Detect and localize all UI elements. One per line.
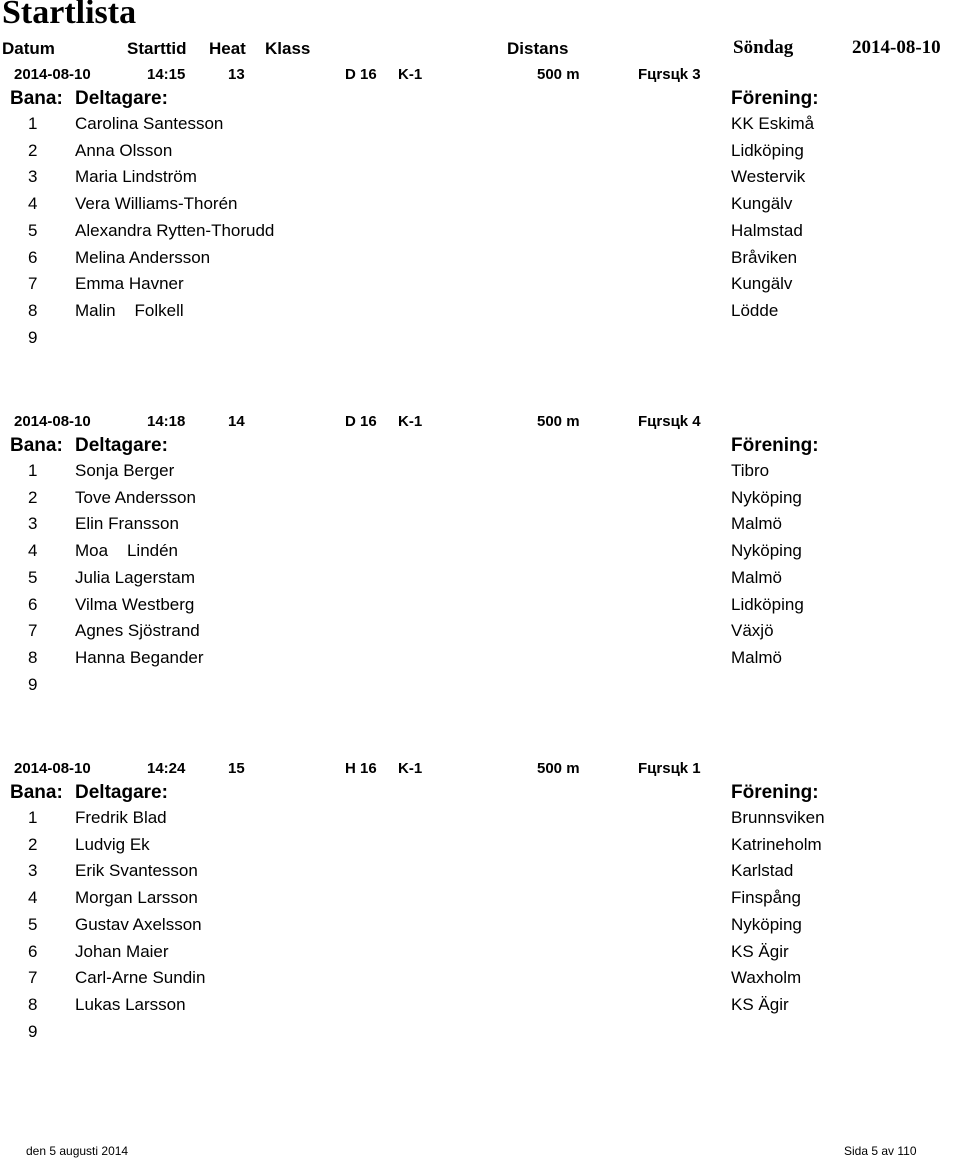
lane-number: 9 [28, 1021, 38, 1041]
race-heat-label: Fцrsцk 1 [638, 760, 701, 777]
club-name: Tibro [731, 461, 770, 480]
club-name: Brunnsviken [731, 808, 825, 827]
header-klass: Klass [265, 39, 311, 58]
club-name: Malmö [731, 647, 783, 667]
participant-name: Maria Lindström [75, 167, 197, 187]
club-name: Malmö [731, 514, 783, 534]
header-distans: Distans [507, 39, 569, 58]
club-name: Växjö [731, 621, 774, 641]
club-name: Nyköping [731, 487, 802, 507]
participant-name: Vera Williams-Thorén [75, 194, 238, 214]
club-name: Nyköping [731, 914, 802, 934]
lane-number: 9 [28, 674, 38, 694]
club-name: KS Ägir [731, 994, 789, 1014]
race-start-time: 14:15 [147, 66, 186, 83]
footer-date: den 5 augusti 2014 [26, 1144, 129, 1158]
lane-number: 2 [28, 140, 38, 160]
race-heat-label: Fцrsцk 4 [638, 413, 701, 430]
participant-name: Fredrik Blad [75, 808, 167, 827]
lane-number: 8 [28, 300, 38, 320]
participant-name: Sonja Berger [75, 461, 175, 480]
participant-name: Gustav Axelsson [75, 914, 202, 934]
club-name: Waxholm [731, 968, 802, 988]
race-date: 2014-08-10 [14, 760, 91, 777]
club-name: Katrineholm [731, 834, 822, 854]
race-heat-label: Fцrsцk 3 [638, 66, 701, 83]
participant-name: Lukas Larsson [75, 994, 186, 1014]
club-name: Lödde [731, 300, 779, 320]
lane-number: 6 [28, 247, 38, 267]
lane-number: 4 [28, 194, 38, 214]
lane-number: 1 [28, 114, 38, 133]
lane-number: 3 [28, 514, 38, 534]
race-heat-number: 15 [228, 760, 245, 777]
participant-name: Erik Svantesson [75, 861, 198, 881]
club-name: Lidköping [731, 594, 804, 614]
participant-name: Carl-Arne Sundin [75, 968, 206, 988]
race-boat-type: K-1 [398, 760, 423, 777]
race-boat-type: K-1 [398, 66, 423, 83]
participant-name: Vilma Westberg [75, 594, 195, 614]
participant-name: Melina Andersson [75, 247, 211, 267]
lane-number: 2 [28, 487, 38, 507]
race-distance: 500 m [537, 760, 580, 777]
race-start-time: 14:18 [147, 413, 186, 430]
participant-name: Moa Lindén [75, 541, 179, 561]
club-name: Malmö [731, 567, 783, 587]
race-class: D 16 [345, 413, 377, 430]
header-heat: Heat [209, 39, 246, 58]
lane-number: 5 [28, 914, 38, 934]
deltagare-header: Deltagare: [75, 782, 168, 803]
lane-number: 5 [28, 567, 38, 587]
club-name: Kungälv [731, 274, 793, 294]
bana-header: Bana: [10, 88, 63, 109]
participant-name: Johan Maier [75, 941, 169, 961]
lane-number: 4 [28, 541, 38, 561]
forening-header: Förening: [731, 88, 819, 109]
race-date: 2014-08-10 [14, 413, 91, 430]
lane-number: 7 [28, 968, 38, 988]
lane-number: 2 [28, 834, 38, 854]
participant-name: Elin Fransson [75, 514, 179, 534]
lane-number: 6 [28, 594, 38, 614]
club-name: Lidköping [731, 140, 804, 160]
club-name: KK Eskimå [731, 114, 815, 133]
deltagare-header: Deltagare: [75, 435, 168, 456]
race-heat-number: 13 [228, 66, 245, 83]
race-start-time: 14:24 [147, 760, 186, 777]
participant-name: Hanna Begander [75, 647, 204, 667]
participant-name: Ludvig Ek [75, 834, 150, 854]
participant-name: Alexandra Rytten-Thorudd [75, 220, 275, 240]
header-day: Söndag [733, 37, 794, 58]
race-distance: 500 m [537, 66, 580, 83]
race-class: D 16 [345, 66, 377, 83]
participant-name: Carolina Santesson [75, 114, 224, 133]
participant-name: Tove Andersson [75, 487, 196, 507]
race-date: 2014-08-10 [14, 66, 91, 83]
club-name: Karlstad [731, 861, 794, 881]
lane-number: 6 [28, 941, 38, 961]
footer-page-number: Sida 5 av 110 [844, 1144, 917, 1158]
club-name: Finspång [731, 888, 801, 908]
race-distance: 500 m [537, 413, 580, 430]
club-name: KS Ägir [731, 941, 789, 961]
lane-number: 3 [28, 861, 38, 881]
club-name: Westervik [731, 167, 806, 187]
race-boat-type: K-1 [398, 413, 423, 430]
forening-header: Förening: [731, 782, 819, 803]
header-starttid: Starttid [127, 39, 187, 58]
participant-name: Agnes Sjöstrand [75, 621, 200, 641]
lane-number: 5 [28, 220, 38, 240]
race-class: H 16 [345, 760, 377, 777]
lane-number: 1 [28, 461, 38, 480]
participant-name: Julia Lagerstam [75, 567, 196, 587]
participant-name: Anna Olsson [75, 140, 173, 160]
forening-header: Förening: [731, 435, 819, 456]
participant-name: Emma Havner [75, 274, 184, 294]
participant-name: Morgan Larsson [75, 888, 198, 908]
lane-number: 7 [28, 621, 38, 641]
club-name: Nyköping [731, 541, 802, 561]
lane-number: 3 [28, 167, 38, 187]
club-name: Kungälv [731, 194, 793, 214]
lane-number: 8 [28, 647, 38, 667]
club-name: Bråviken [731, 247, 798, 267]
club-name: Halmstad [731, 220, 803, 240]
bana-header: Bana: [10, 435, 63, 456]
bana-header: Bana: [10, 782, 63, 803]
lane-number: 9 [28, 327, 38, 347]
header-datum: Datum [2, 39, 55, 58]
lane-number: 1 [28, 808, 38, 827]
lane-number: 8 [28, 994, 38, 1014]
deltagare-header: Deltagare: [75, 88, 168, 109]
lane-number: 4 [28, 888, 38, 908]
race-heat-number: 14 [228, 413, 245, 430]
lane-number: 7 [28, 274, 38, 294]
page-title: Startlista [2, 0, 137, 31]
participant-name: Malin Folkell [75, 300, 184, 320]
header-date: 2014-08-10 [852, 37, 941, 58]
